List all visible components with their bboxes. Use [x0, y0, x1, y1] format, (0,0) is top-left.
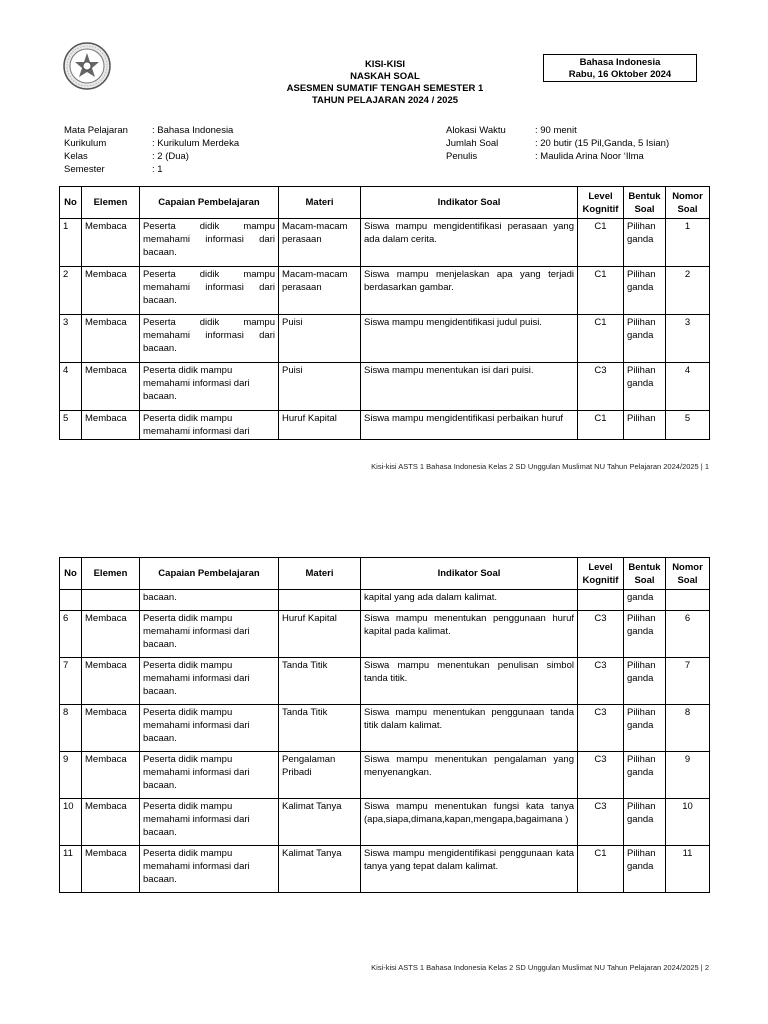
cell-elemen: Membaca: [82, 363, 140, 411]
cell-nomor: 10: [666, 799, 710, 846]
col-header-nomor: Nomor Soal: [666, 187, 710, 219]
cell-no: 3: [60, 315, 82, 363]
cell-materi: Tanda Titik: [279, 705, 361, 752]
cell-no: 5: [60, 411, 82, 440]
cell-elemen: Membaca: [82, 267, 140, 315]
cell-bentuk: ganda: [624, 590, 666, 611]
cell-capaian: Peserta didik mampu memahami informasi dari bacaan.: [140, 752, 279, 799]
cell-elemen: Membaca: [82, 799, 140, 846]
cell-no: 8: [60, 705, 82, 752]
table-row: [60, 799, 710, 846]
cell-bentuk: Pilihan: [624, 411, 666, 440]
info-row: Semester : 1: [64, 164, 163, 175]
table-row: [60, 846, 710, 893]
exam-date: Rabu, 16 Oktober 2024: [568, 69, 672, 80]
cell-nomor: 1: [666, 219, 710, 267]
cell-capaian: Peserta didik mampu memahami informasi dari: [140, 411, 279, 440]
info-row: Jumlah Soal : 20 butir (15 Pil,Ganda, 5 Isian): [446, 138, 670, 149]
cell-materi: Macam-macam perasaan: [279, 267, 361, 315]
cell-elemen: Membaca: [82, 846, 140, 893]
cell-nomor: 4: [666, 363, 710, 411]
cell-nomor: 8: [666, 705, 710, 752]
cell-nomor: 6: [666, 611, 710, 658]
cell-level: C1: [578, 267, 624, 315]
cell-level: C1: [578, 315, 624, 363]
cell-elemen: [82, 590, 140, 611]
cell-bentuk: Pilihan ganda: [624, 799, 666, 846]
cell-capaian: bacaan.: [140, 590, 279, 611]
subject-date-box: [543, 54, 697, 82]
table-row: [60, 267, 710, 315]
info-row: Kurikulum : Kurikulum Merdeka: [64, 138, 240, 149]
table-header-row: [60, 558, 710, 590]
cell-elemen: Membaca: [82, 315, 140, 363]
cell-capaian: Peserta didik mampu memahami informasi dari bacaan.: [140, 705, 279, 752]
table-row: [60, 705, 710, 752]
col-header-capaian: Capaian Pembelajaran: [140, 187, 279, 219]
info-right: [446, 124, 669, 163]
cell-materi: Puisi: [279, 363, 361, 411]
info-row: Mata Pelajaran : Bahasa Indonesia: [64, 125, 234, 136]
col-header-nomor: Nomor Soal: [666, 558, 710, 590]
col-header-no: No: [60, 558, 82, 590]
cell-level: C1: [578, 411, 624, 440]
cell-materi: Puisi: [279, 315, 361, 363]
cell-materi: Kalimat Tanya: [279, 799, 361, 846]
cell-level: C3: [578, 799, 624, 846]
col-header-elemen: Elemen: [82, 558, 140, 590]
cell-no: 11: [60, 846, 82, 893]
cell-materi: Huruf Kapital: [279, 611, 361, 658]
col-header-no: No: [60, 187, 82, 219]
col-header-bentuk: Bentuk Soal: [624, 187, 666, 219]
cell-capaian: Peserta didik mampu memahami informasi dari bacaan.: [140, 799, 279, 846]
cell-indikator: Siswa mampu mengidentifikasi penggunaan kata tanya yang tepat dalam kalimat.: [361, 846, 578, 893]
cell-indikator: Siswa mampu mengidentifikasi perasaan yang ada dalam cerita.: [361, 219, 578, 267]
cell-capaian: Peserta didik mampu memahami informasi dari bacaan.: [140, 611, 279, 658]
cell-level: C1: [578, 219, 624, 267]
cell-no: 10: [60, 799, 82, 846]
table-row: [60, 590, 710, 611]
cell-no: 1: [60, 219, 82, 267]
cell-materi: Macam-macam perasaan: [279, 219, 361, 267]
cell-no: 9: [60, 752, 82, 799]
cell-capaian: Peserta didik mampu memahami informasi dari bacaan.: [140, 267, 279, 315]
table-row: [60, 611, 710, 658]
info-row: Kelas : 2 (Dua): [64, 151, 189, 162]
cell-bentuk: Pilihan ganda: [624, 846, 666, 893]
table-row: [60, 752, 710, 799]
cell-indikator: Siswa mampu menentukan pengalaman yang menyenangkan.: [361, 752, 578, 799]
cell-level: [578, 590, 624, 611]
title-line: KISI-KISI: [364, 59, 406, 70]
cell-bentuk: Pilihan ganda: [624, 219, 666, 267]
cell-elemen: Membaca: [82, 752, 140, 799]
table-header-row: [60, 187, 710, 219]
cell-indikator: kapital yang ada dalam kalimat.: [361, 590, 578, 611]
table-row: [60, 219, 710, 267]
title-line: TAHUN PELAJARAN 2024 / 2025: [311, 95, 459, 106]
cell-bentuk: Pilihan ganda: [624, 705, 666, 752]
table-row: [60, 315, 710, 363]
cell-level: C3: [578, 363, 624, 411]
col-header-bentuk: Bentuk Soal: [624, 558, 666, 590]
title-line: NASKAH SOAL: [350, 71, 420, 82]
cell-nomor: 7: [666, 658, 710, 705]
col-header-capaian: Capaian Pembelajaran: [140, 558, 279, 590]
cell-capaian: Peserta didik mampu memahami informasi dari bacaan.: [140, 658, 279, 705]
cell-materi: [279, 590, 361, 611]
cell-indikator: Siswa mampu mengidentifikasi judul puisi.: [361, 315, 578, 363]
cell-indikator: Siswa mampu menentukan penggunaan tanda titik dalam kalimat.: [361, 705, 578, 752]
document-title: [250, 59, 520, 107]
cell-capaian: Peserta didik mampu memahami informasi dari bacaan.: [140, 315, 279, 363]
cell-indikator: Siswa mampu menjelaskan apa yang terjadi berdasarkan gambar.: [361, 267, 578, 315]
cell-materi: Kalimat Tanya: [279, 846, 361, 893]
info-row: Penulis : Maulida Arina Noor ‘Ilma: [446, 151, 644, 162]
cell-nomor: 5: [666, 411, 710, 440]
cell-bentuk: Pilihan ganda: [624, 363, 666, 411]
kisi-table-page-1: [59, 186, 710, 440]
cell-indikator: Siswa mampu menentukan fungsi kata tanya (apa,siapa,dimana,kapan,mengapa,bagaimana ): [361, 799, 578, 846]
cell-bentuk: Pilihan ganda: [624, 267, 666, 315]
table-row: [60, 658, 710, 705]
cell-level: C1: [578, 846, 624, 893]
col-header-materi: Materi: [279, 187, 361, 219]
cell-no: 6: [60, 611, 82, 658]
cell-elemen: Membaca: [82, 705, 140, 752]
subject-name: Bahasa Indonesia: [579, 57, 661, 68]
cell-no: [60, 590, 82, 611]
cell-level: C3: [578, 705, 624, 752]
cell-bentuk: Pilihan ganda: [624, 752, 666, 799]
cell-bentuk: Pilihan ganda: [624, 611, 666, 658]
cell-bentuk: Pilihan ganda: [624, 658, 666, 705]
table-row: [60, 411, 710, 440]
col-header-elemen: Elemen: [82, 187, 140, 219]
cell-elemen: Membaca: [82, 219, 140, 267]
title-line: ASESMEN SUMATIF TENGAH SEMESTER 1: [286, 83, 484, 94]
cell-materi: Huruf Kapital: [279, 411, 361, 440]
cell-elemen: Membaca: [82, 611, 140, 658]
cell-materi: Tanda Titik: [279, 658, 361, 705]
col-header-level: Level Kognitif: [578, 558, 624, 590]
cell-level: C3: [578, 611, 624, 658]
cell-nomor: 9: [666, 752, 710, 799]
cell-nomor: 3: [666, 315, 710, 363]
page-footer-1: Kisi-kisi ASTS 1 Bahasa Indonesia Kelas 2 SD Unggulan Muslimat NU Tahun Pelajaran 2024/2025 | 1: [371, 462, 709, 471]
cell-no: 2: [60, 267, 82, 315]
kisi-table-page-2: [59, 557, 710, 893]
col-header-materi: Materi: [279, 558, 361, 590]
cell-nomor: 2: [666, 267, 710, 315]
page-footer-2: Kisi-kisi ASTS 1 Bahasa Indonesia Kelas 2 SD Unggulan Muslimat NU Tahun Pelajaran 2024/2025 | 2: [371, 963, 709, 972]
cell-indikator: Siswa mampu menentukan penggunaan huruf kapital pada kalimat.: [361, 611, 578, 658]
cell-capaian: Peserta didik mampu memahami informasi dari bacaan.: [140, 846, 279, 893]
cell-materi: Pengalaman Pribadi: [279, 752, 361, 799]
cell-level: C3: [578, 658, 624, 705]
cell-capaian: Peserta didik mampu memahami informasi dari bacaan.: [140, 363, 279, 411]
cell-indikator: Siswa mampu mengidentifikasi perbaikan huruf: [361, 411, 578, 440]
col-header-level: Level Kognitif: [578, 187, 624, 219]
cell-nomor: 11: [666, 846, 710, 893]
table-row: [60, 363, 710, 411]
cell-bentuk: Pilihan ganda: [624, 315, 666, 363]
info-left: [64, 124, 239, 176]
cell-no: 7: [60, 658, 82, 705]
cell-indikator: Siswa mampu menentukan penulisan simbol tanda titik.: [361, 658, 578, 705]
cell-capaian: Peserta didik mampu memahami informasi dari bacaan.: [140, 219, 279, 267]
cell-elemen: Membaca: [82, 658, 140, 705]
school-logo: [60, 41, 114, 91]
col-header-indikator: Indikator Soal: [361, 187, 578, 219]
info-row: Alokasi Waktu : 90 menit: [446, 125, 577, 136]
cell-elemen: Membaca: [82, 411, 140, 440]
cell-level: C3: [578, 752, 624, 799]
cell-indikator: Siswa mampu menentukan isi dari puisi.: [361, 363, 578, 411]
cell-nomor: [666, 590, 710, 611]
col-header-indikator: Indikator Soal: [361, 558, 578, 590]
cell-no: 4: [60, 363, 82, 411]
